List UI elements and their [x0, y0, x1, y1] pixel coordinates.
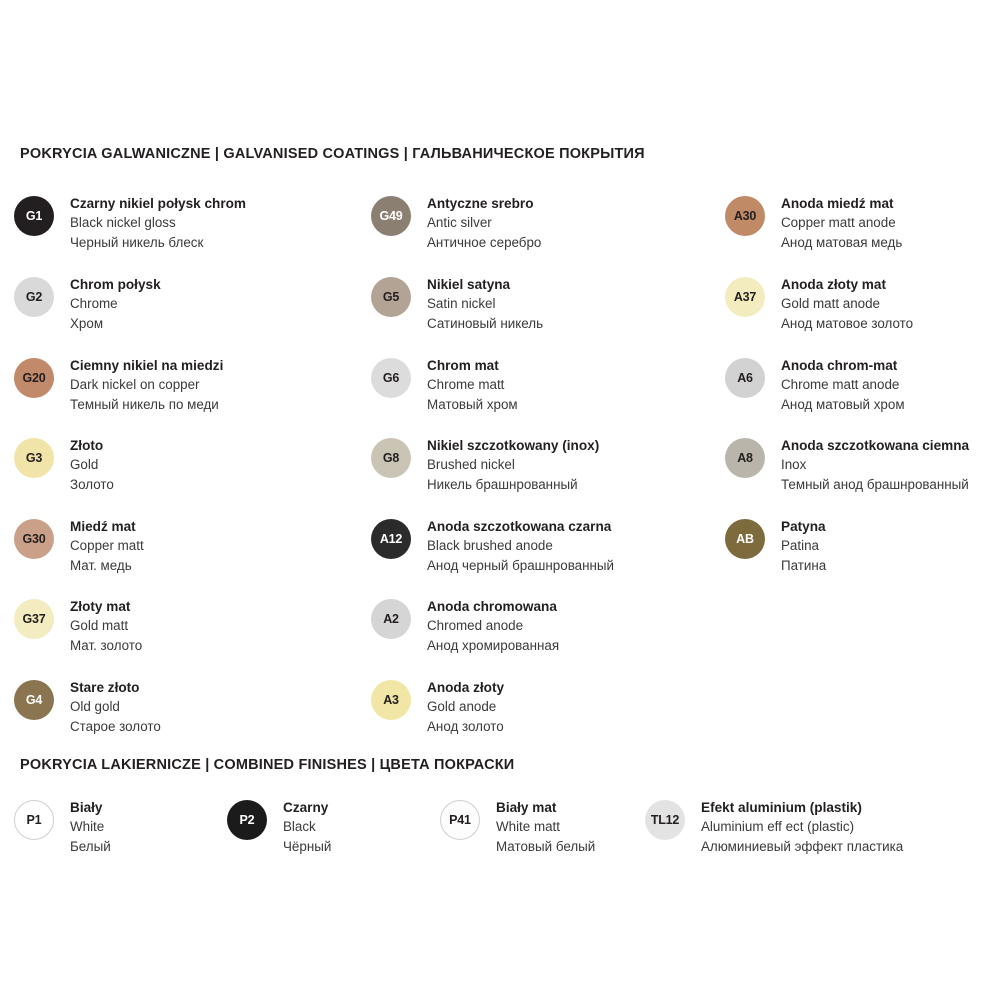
swatch-label-pl: Miedź mat — [70, 519, 136, 534]
swatch-label-en: Patina — [781, 538, 819, 554]
swatch-label-en: Copper matt anode — [781, 215, 896, 231]
swatch-labels — [781, 356, 905, 414]
swatch-label-pl: Anoda złoty — [427, 680, 505, 695]
swatch-label-ru: Анод матовое золото — [781, 315, 914, 331]
swatch-item[interactable] — [371, 597, 559, 655]
swatch-label-ru: Анод матовый хром — [781, 396, 905, 412]
swatch-item[interactable] — [725, 275, 913, 333]
swatch-label-pl: Antyczne srebro — [427, 196, 534, 211]
swatch-label-en: Brushed nickel — [427, 457, 515, 473]
swatch-labels — [70, 678, 161, 736]
swatch-label-pl: Nikiel satyna — [427, 277, 511, 292]
swatch-labels — [427, 194, 541, 252]
swatch-labels — [781, 436, 969, 494]
swatch-label-pl: Anoda chromowana — [427, 599, 557, 614]
swatch-labels — [427, 517, 614, 575]
swatch-label-en: Copper matt — [70, 538, 144, 554]
swatch-label-en: Gold matt anode — [781, 296, 881, 312]
swatch-labels — [781, 275, 913, 333]
swatch-label-en: Aluminium eff ect (plastic) — [701, 819, 855, 835]
swatch-labels — [701, 798, 903, 856]
swatch-label-en: Dark nickel on copper — [70, 377, 200, 393]
swatch-label-pl: Chrom mat — [427, 358, 499, 373]
swatch-labels — [427, 436, 599, 494]
swatch-chip: A8 — [725, 438, 765, 478]
swatch-label-ru: Золото — [70, 476, 114, 492]
swatch-labels — [70, 194, 246, 252]
swatch-chip: AB — [725, 519, 765, 559]
swatch-chip: A12 — [371, 519, 411, 559]
swatch-label-en: Chromed anode — [427, 618, 524, 634]
swatch-label-en: Chrome — [70, 296, 118, 312]
swatch-label-pl: Czarny nikiel połysk chrom — [70, 196, 247, 211]
swatch-labels — [427, 356, 518, 414]
swatch-item[interactable] — [725, 356, 905, 414]
swatch-chip: G2 — [14, 277, 54, 317]
swatch-label-ru: Мат. медь — [70, 557, 132, 573]
swatch-chip: A6 — [725, 358, 765, 398]
swatch-label-pl: Anoda szczotkowana czarna — [427, 519, 612, 534]
swatch-label-ru: Сатиновый никель — [427, 315, 544, 331]
swatch-labels — [427, 678, 504, 736]
swatch-label-en: Gold matt — [70, 618, 129, 634]
swatch-chip: G4 — [14, 680, 54, 720]
swatch-chip: G5 — [371, 277, 411, 317]
swatch-labels — [70, 356, 223, 414]
swatch-label-en: Gold anode — [427, 699, 497, 715]
galvanised-section-title: POKRYCIA GALWANICZNE | GALVANISED COATINGS | ГАЛЬВАНИЧЕСКОЕ ПОКРЫТИЯ — [20, 146, 645, 162]
swatch-label-pl: Anoda złoty mat — [781, 277, 886, 292]
swatch-chip: A2 — [371, 599, 411, 639]
swatch-label-ru: Анод хромированная — [427, 637, 560, 653]
swatch-labels — [283, 798, 331, 856]
swatch-label-ru: Анод матовая медь — [781, 234, 903, 250]
swatch-label-en: Black — [283, 819, 316, 835]
swatch-chip: P41 — [440, 800, 480, 840]
swatch-label-ru: Темный никель по меди — [70, 396, 219, 412]
swatch-label-en: Gold — [70, 457, 99, 473]
swatch-label-en: White — [70, 819, 105, 835]
swatch-label-pl: Złoty mat — [70, 599, 131, 614]
swatch-item[interactable] — [440, 798, 595, 856]
swatch-labels — [70, 798, 111, 856]
swatch-chip: A37 — [725, 277, 765, 317]
swatch-labels — [70, 517, 144, 575]
swatch-label-ru: Античное серебро — [427, 234, 542, 250]
swatch-label-pl: Anoda szczotkowana ciemna — [781, 438, 970, 453]
swatch-chip: G20 — [14, 358, 54, 398]
swatch-label-pl: Efekt aluminium (plastik) — [701, 800, 862, 815]
swatch-item[interactable] — [14, 798, 111, 856]
swatch-label-ru: Матовый хром — [427, 396, 518, 412]
swatch-label-pl: Biały — [70, 800, 103, 815]
swatch-label-ru: Алюминиевый эффект пластика — [701, 838, 904, 854]
swatch-item[interactable] — [14, 356, 223, 414]
swatch-label-ru: Патина — [781, 557, 827, 573]
swatch-labels — [70, 436, 114, 494]
swatch-labels — [781, 517, 826, 575]
swatch-label-pl: Nikiel szczotkowany (inox) — [427, 438, 600, 453]
swatch-chip: P1 — [14, 800, 54, 840]
swatch-item[interactable] — [14, 597, 142, 655]
swatch-chip: G49 — [371, 196, 411, 236]
swatch-item[interactable] — [725, 194, 902, 252]
swatch-chip: P2 — [227, 800, 267, 840]
swatch-item[interactable] — [227, 798, 331, 856]
swatch-label-pl: Czarny — [283, 800, 329, 815]
swatch-item[interactable] — [645, 798, 903, 856]
swatch-item[interactable] — [371, 356, 518, 414]
swatch-label-en: Chrome matt — [427, 377, 505, 393]
swatch-item[interactable] — [14, 194, 246, 252]
swatch-labels — [781, 194, 902, 252]
swatch-label-pl: Chrom połysk — [70, 277, 161, 292]
swatch-label-en: Inox — [781, 457, 807, 473]
swatch-label-en: Satin nickel — [427, 296, 496, 312]
swatch-label-pl: Biały mat — [496, 800, 557, 815]
swatch-label-ru: Черный никель блеск — [70, 234, 204, 250]
swatch-label-pl: Stare złoto — [70, 680, 140, 695]
swatch-labels — [427, 597, 559, 655]
swatch-item[interactable] — [371, 678, 504, 736]
swatch-chip: G30 — [14, 519, 54, 559]
swatch-chip: G8 — [371, 438, 411, 478]
swatch-label-pl: Patyna — [781, 519, 826, 534]
swatch-chip: TL12 — [645, 800, 685, 840]
swatch-item[interactable] — [14, 678, 161, 736]
swatch-label-en: Antic silver — [427, 215, 492, 231]
swatch-label-en: Black nickel gloss — [70, 215, 176, 231]
swatch-label-ru: Хром — [70, 315, 104, 331]
swatch-label-ru: Анод золото — [427, 718, 504, 734]
swatch-label-ru: Чёрный — [283, 838, 332, 854]
swatch-label-ru: Темный анод брашнрованный — [781, 476, 969, 492]
swatch-label-ru: Старое золото — [70, 718, 161, 734]
swatch-item[interactable] — [371, 275, 543, 333]
swatch-label-ru: Никель брашнрованный — [427, 476, 578, 492]
swatch-item[interactable] — [14, 517, 144, 575]
swatch-labels — [70, 275, 161, 333]
swatch-label-ru: Белый — [70, 838, 111, 854]
lacquered-section-title: POKRYCIA LAKIERNICZE | COMBINED FINISHES | ЦВЕТА ПОКРАСКИ — [20, 757, 515, 773]
swatch-label-en: Old gold — [70, 699, 120, 715]
swatch-chip: A30 — [725, 196, 765, 236]
swatch-labels — [427, 275, 543, 333]
swatch-item[interactable] — [14, 275, 161, 333]
swatch-labels — [496, 798, 595, 856]
swatch-item[interactable] — [725, 436, 969, 494]
swatch-label-pl: Anoda chrom-mat — [781, 358, 898, 373]
swatch-chip: G6 — [371, 358, 411, 398]
swatch-item[interactable] — [371, 194, 541, 252]
swatch-label-pl: Ciemny nikiel na miedzi — [70, 358, 224, 373]
swatch-label-ru: Мат. золото — [70, 637, 143, 653]
swatch-label-pl: Złoto — [70, 438, 104, 453]
swatch-chip: G1 — [14, 196, 54, 236]
swatch-labels — [70, 597, 142, 655]
swatch-chip: G3 — [14, 438, 54, 478]
swatch-label-pl: Anoda miedź mat — [781, 196, 894, 211]
swatch-label-en: Chrome matt anode — [781, 377, 900, 393]
swatch-item[interactable] — [371, 436, 599, 494]
swatch-label-en: Black brushed anode — [427, 538, 553, 554]
swatch-label-en: White matt — [496, 819, 560, 835]
swatch-label-ru: Анод черный брашнрованный — [427, 557, 615, 573]
swatch-item[interactable] — [725, 517, 826, 575]
swatch-chip: A3 — [371, 680, 411, 720]
swatch-item[interactable] — [14, 436, 114, 494]
swatch-label-ru: Матовый белый — [496, 838, 596, 854]
swatch-item[interactable] — [371, 517, 614, 575]
swatch-chip: G37 — [14, 599, 54, 639]
